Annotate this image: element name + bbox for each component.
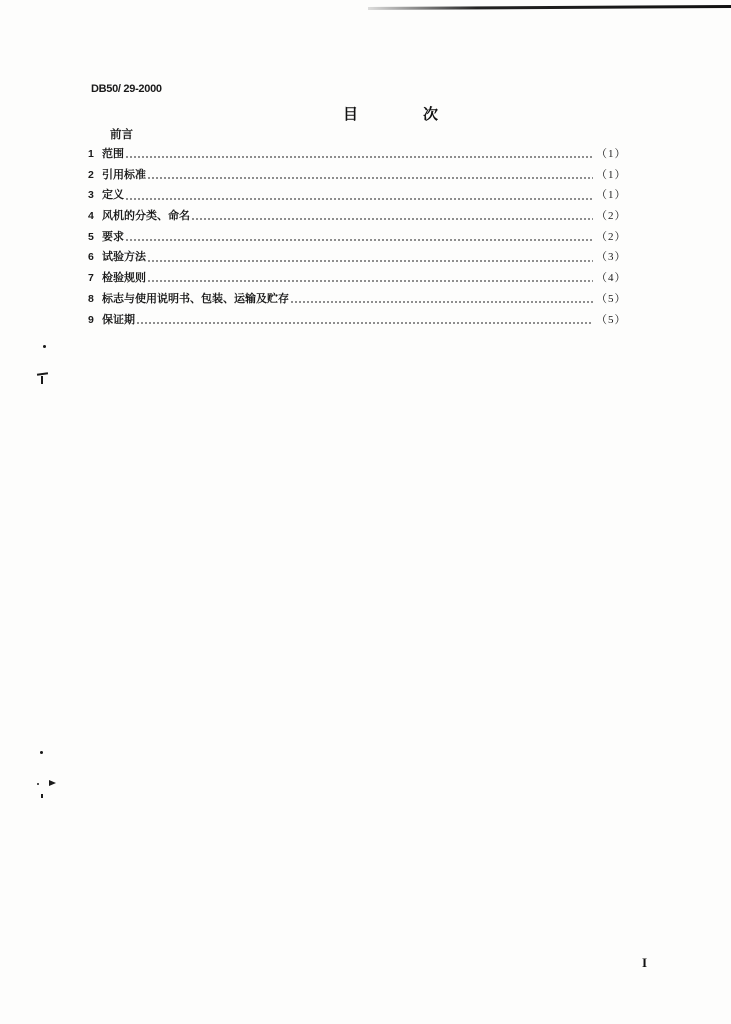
page-number: I bbox=[642, 955, 648, 970]
toc-entry-page: （4） bbox=[596, 272, 627, 285]
scan-speck bbox=[37, 783, 39, 785]
scan-edge-line bbox=[368, 5, 731, 10]
toc-title bbox=[343, 103, 438, 124]
scan-speck bbox=[41, 376, 43, 384]
toc-entry-label: 试验方法 bbox=[102, 250, 146, 264]
toc-entry-number: 9 bbox=[88, 313, 94, 326]
toc-entry-label: 标志与使用说明书、包装、运输及贮存 bbox=[102, 291, 289, 305]
scan-speck bbox=[40, 751, 43, 754]
toc-entry-page: （1） bbox=[596, 168, 627, 181]
toc-entry-number: 7 bbox=[88, 272, 94, 285]
toc-title-char: 目 bbox=[343, 105, 359, 123]
dot-leader bbox=[125, 155, 593, 159]
toc-preface-entry[interactable]: 前言 bbox=[110, 127, 133, 141]
toc-entry-number: 3 bbox=[88, 189, 94, 202]
scan-speck bbox=[49, 780, 56, 786]
dot-leader bbox=[290, 300, 593, 304]
toc-entry-page: （5） bbox=[596, 292, 627, 305]
toc-entry-number: 4 bbox=[88, 210, 94, 223]
dot-leader bbox=[191, 217, 593, 221]
toc-entry-page: （2） bbox=[596, 210, 627, 223]
toc-entry[interactable] bbox=[88, 247, 627, 268]
toc-entry-label: 风机的分类、命名 bbox=[102, 209, 190, 223]
toc-entry[interactable] bbox=[88, 206, 627, 227]
toc-entry-label: 范围 bbox=[102, 147, 124, 160]
toc-entry-label: 要求 bbox=[102, 229, 124, 243]
toc-entry-page: （1） bbox=[596, 189, 627, 202]
toc-entry[interactable] bbox=[88, 289, 627, 310]
dot-leader bbox=[125, 238, 593, 242]
toc-entry-number: 2 bbox=[88, 168, 94, 181]
toc-entry-label: 检验规则 bbox=[102, 271, 146, 285]
toc-entry-page: （1） bbox=[596, 148, 627, 160]
toc-entry-number: 1 bbox=[88, 148, 94, 160]
toc-entry[interactable] bbox=[88, 310, 627, 331]
toc-title-char: 次 bbox=[422, 105, 438, 123]
toc-entry-label: 保证期 bbox=[102, 312, 135, 326]
toc-entry-number: 5 bbox=[88, 230, 94, 243]
toc-entry-page: （3） bbox=[596, 251, 627, 264]
toc-entry[interactable] bbox=[88, 185, 627, 206]
toc-entry[interactable] bbox=[88, 165, 627, 186]
dot-leader bbox=[125, 197, 593, 201]
toc-entry[interactable] bbox=[88, 268, 627, 289]
toc-entry-number: 8 bbox=[88, 292, 94, 305]
dot-leader bbox=[147, 259, 593, 263]
scan-speck bbox=[43, 345, 46, 348]
toc-entry-number: 6 bbox=[88, 251, 94, 264]
dot-leader bbox=[147, 279, 593, 283]
dot-leader bbox=[147, 176, 593, 180]
toc-entry-page: （2） bbox=[596, 230, 627, 243]
toc-entry[interactable] bbox=[88, 144, 627, 165]
toc-entry[interactable] bbox=[88, 227, 627, 248]
toc-entry-label: 引用标准 bbox=[102, 167, 146, 181]
scan-speck bbox=[41, 794, 43, 798]
toc-entry-label: 定义 bbox=[102, 188, 124, 202]
dot-leader bbox=[136, 321, 593, 325]
document-code: DB50/ 29-2000 bbox=[91, 83, 162, 95]
toc-entry-page: （5） bbox=[596, 313, 627, 326]
table-of-contents bbox=[88, 124, 627, 330]
